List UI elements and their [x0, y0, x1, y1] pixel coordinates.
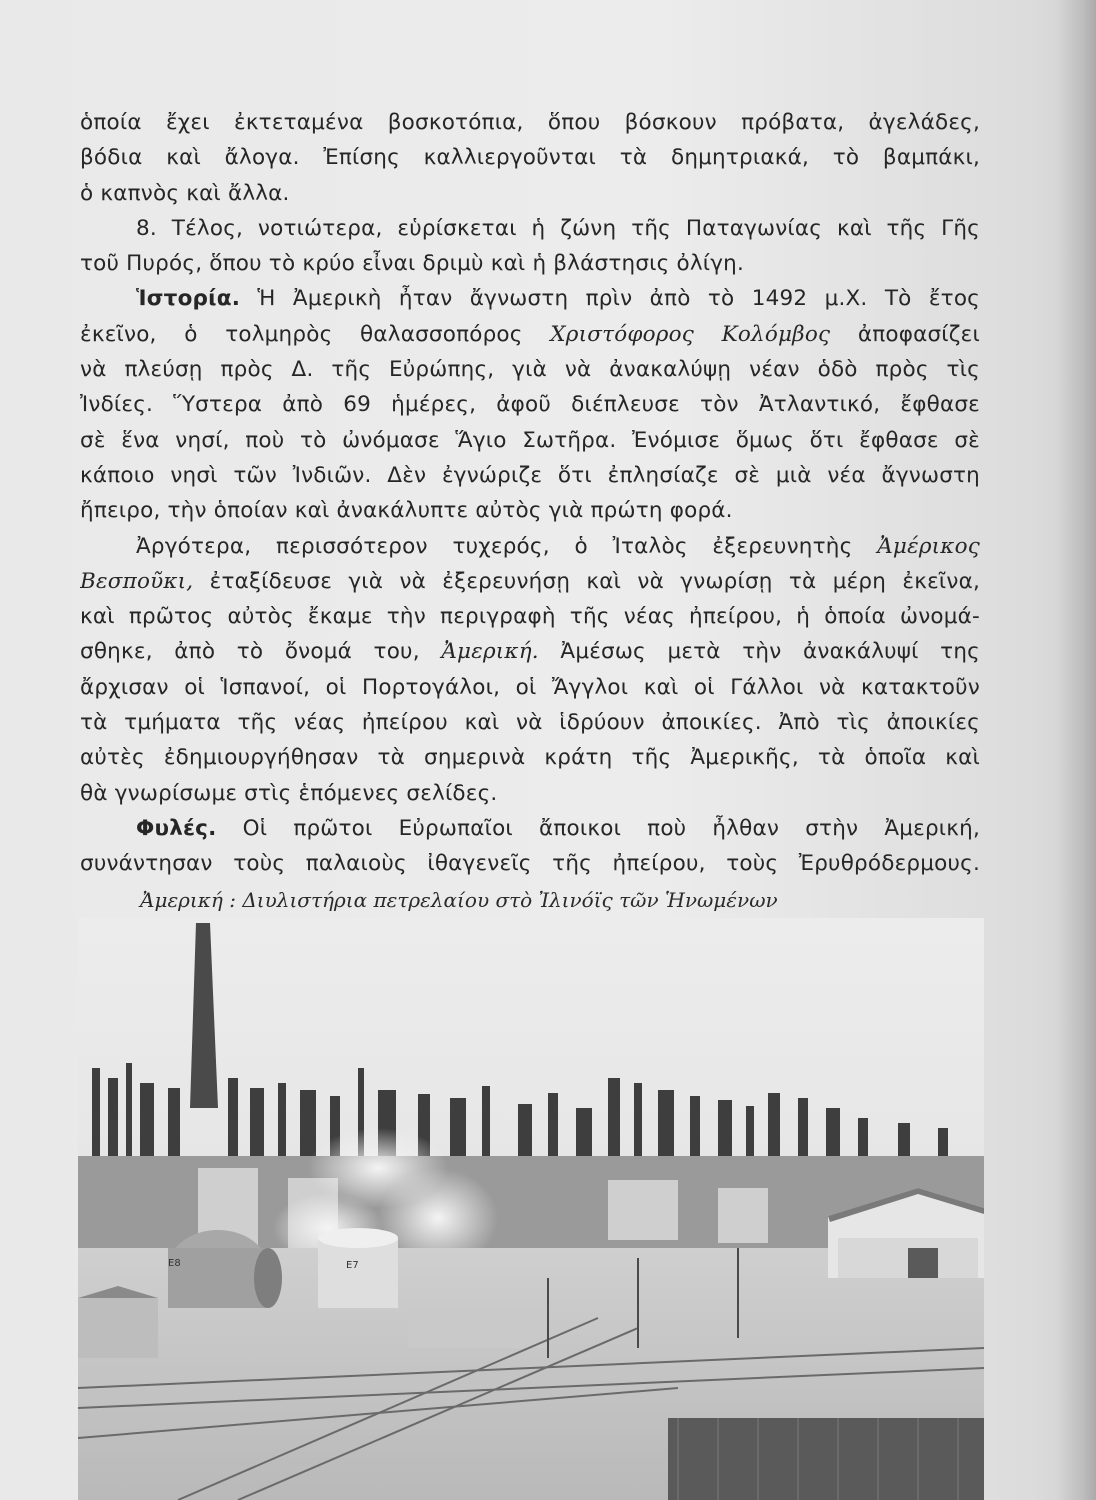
- refinery-photo: [78, 918, 984, 1500]
- tank-label: E7: [346, 1260, 359, 1271]
- text-line: νὰ πλεύσῃ πρὸς Δ. τῆς Εὐρώπης, γιὰ νὰ ἀνακαλύψῃ νέαν ὁδὸ πρὸς τὶς: [80, 357, 980, 383]
- italic-name: Ἀμέρικος: [877, 533, 980, 559]
- text-line: καὶ πρῶτος αὐτὸς ἔκαμε τὴν περιγραφὴ τῆς νέας ἠπείρου, ἡ ὁποία ὠνομά-: [80, 604, 980, 630]
- section-heading-history: Ἱστορία.: [136, 286, 241, 312]
- text-line: βόδια καὶ ἄλογα. Ἐπίσης καλλιεργοῦνται τὰ δημητριακά, τὸ βαμπάκι,: [80, 145, 980, 171]
- text-line: [80, 634, 980, 669]
- text-fragment: Ἀμέσως μετὰ τὴν ἀνακάλυψί της: [560, 639, 980, 665]
- text-line: 8. Τέλος, νοτιώτερα, εὑρίσκεται ἡ ζώνη τῆς Παταγωνίας καὶ τῆς Γῆς: [136, 215, 980, 241]
- text-fragment: Οἱ πρῶτοι Εὐρωπαῖοι ἄποικοι ποὺ ἦλθαν στὴν Ἀμερική,: [242, 815, 980, 841]
- text-line: [80, 529, 980, 564]
- text-fragment: ἐκεῖνο, ὁ τολμηρὸς θαλασσοπόρος: [80, 321, 523, 347]
- caption-line: Ἀμερική : Διυλιστήρια πετρελαίου στὸ Ἰλινόϊς τῶν Ἡνωμένων: [140, 888, 778, 912]
- text-line: κάποιο νησὶ τῶν Ἰνδιῶν. Δὲν ἐγνώριζε ὅτι ἐπλησίαζε σὲ μιὰ νέα ἄγνωστη: [80, 462, 980, 488]
- text-line: ὁποία ἔχει ἐκτεταμένα βοσκοτόπια, ὅπου βόσκουν πρόβατα, ἀγελάδες,: [80, 110, 980, 135]
- text-line: [80, 281, 980, 316]
- text-line: [80, 811, 980, 846]
- italic-name: Ἀμερική.: [441, 639, 539, 665]
- text-line: [80, 564, 980, 599]
- text-fragment: σθηκε, ἀπὸ τὸ ὄνομά του,: [80, 639, 420, 665]
- text-line: ὁ καπνὸς καὶ ἄλλα.: [80, 180, 290, 206]
- text-fragment: Ἡ Ἀμερικὴ ἦταν ἄγνωστη πρὶν ἀπὸ τὸ 1492 μ.Χ. Τὸ ἔτος: [257, 286, 980, 312]
- page-edge-shadow: [1056, 0, 1096, 1500]
- italic-name: Χριστόφορος Κολόμβος: [550, 321, 831, 347]
- text-line: ἤπειρο, τὴν ὁποίαν καὶ ἀνακάλυπτε αὐτὸς γιὰ πρώτη φορά.: [80, 498, 733, 524]
- body-text: [80, 105, 980, 882]
- text-line: συνάντησαν τοὺς παλαιοὺς ἰθαγενεῖς τῆς ἠπείρου, τοὺς Ἐρυθρόδερμους.: [80, 851, 980, 877]
- text-line: [80, 317, 980, 352]
- text-fragment: Ἀργότερα, περισσότερον τυχερός, ὁ Ἰταλὸς ἐξερευνητὴς: [136, 533, 853, 559]
- text-line: αὐτὲς ἐδημιουργήθησαν τὰ σημερινὰ κράτη τῆς Ἀμερικῆς, τὰ ὁποῖα καὶ: [80, 745, 980, 771]
- text-fragment: ἐταξίδευσε γιὰ νὰ ἐξερευνήσῃ καὶ νὰ γνωρίσῃ τὰ μέρη ἐκεῖνα,: [209, 568, 980, 594]
- italic-name: Βεσποῦκι,: [80, 568, 194, 594]
- text-line: τοῦ Πυρός, ὅπου τὸ κρύο εἶναι δριμὺ καὶ ἡ βλάστησις ὀλίγη.: [80, 251, 745, 277]
- tank-label: E8: [168, 1258, 181, 1269]
- text-line: ἄρχισαν οἱ Ἱσπανοί, οἱ Πορτογάλοι, οἱ Ἄγγλοι καὶ οἱ Γάλλοι νὰ κατακτοῦν: [80, 674, 980, 700]
- text-line: σὲ ἕνα νησί, ποὺ τὸ ὠνόμασε Ἅγιο Σωτῆρα. Ἐνόμισε ὅμως ὅτι ἔφθασε σὲ: [80, 427, 980, 453]
- text-line: Ἰνδίες. Ὕστερα ἀπὸ 69 ἡμέρες, ἀφοῦ διέπλευσε τὸν Ἀτλαντικό, ἔφθασε: [80, 392, 980, 418]
- text-fragment: ἀποφασίζει: [857, 321, 980, 347]
- text-line: τὰ τμήματα τῆς νέας ἠπείρου καὶ νὰ ἱδρύουν ἀποικίες. Ἀπὸ τὶς ἀποικίες: [80, 710, 980, 736]
- text-line: θὰ γνωρίσωμε στὶς ἑπόμενες σελίδες.: [80, 780, 498, 806]
- section-heading-tribes: Φυλές.: [136, 815, 217, 841]
